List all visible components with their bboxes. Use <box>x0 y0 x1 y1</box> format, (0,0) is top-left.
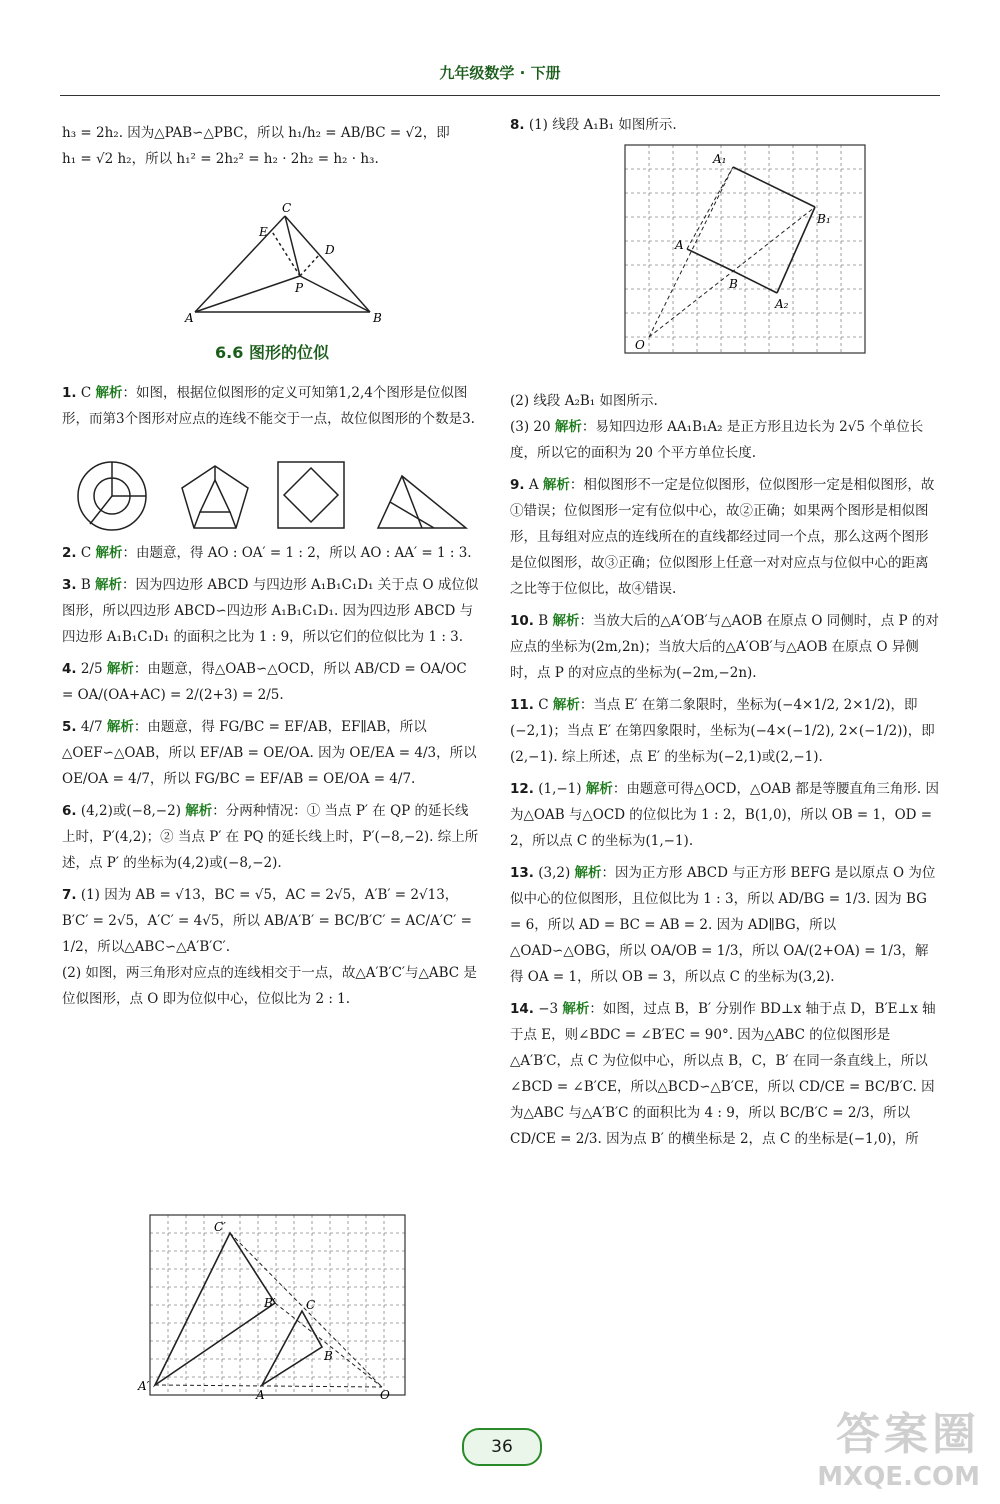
item-text: ：因为正方形 ABCD 与正方形 BEFG 是以原点 O 为位似中心的位似图形，且位似比为 1 : 3，所以 AD/BG = 1/3. 因为 BG = 6，所以 AD = BC = AB = 2. 因为 AD∥BG，所以△OAD∽△OBG，所以 OA/OB = 1/3，所以 OA/(2+OA) = 1/3，解得 OA = 1，所以 OB = 3，所以点 C 的坐标为(3,2). <box>510 865 936 985</box>
analysis-label: 解析 <box>106 719 134 735</box>
item-text: (1) 因为 AB = √13，BC = √5，AC = 2√5，A′B′ = 2√13，B′C′ = 2√5，A′C′ = 4√5，所以 AB/A′B′ = BC/B′C′ = AC/A′C′ = 1/2，所以△ABC∽△A′B′C′. <box>62 887 472 955</box>
item-number: 8. <box>510 117 525 133</box>
item-text: ：由题意可得△OCD，△OAB 都是等腰直角三角形. 因为△OAB 与△OCD 的位似比为 1 : 2，B(1,0)，所以 OB = 1，OD = 2，所以点 C 的坐标为(1,−1). <box>510 781 939 849</box>
analysis-label: 解析 <box>585 781 613 797</box>
item-6 <box>62 798 482 876</box>
fig1-label-a: A <box>185 311 194 325</box>
item-text: ：如图，根据位似图形的定义可知第1,2,4个图形是位似图形，而第3个图形对应点的连线不能交于一点，故位似图形的个数是3. <box>62 385 475 427</box>
item-number: 4. <box>62 661 77 677</box>
analysis-label: 解析 <box>542 477 570 493</box>
item-number: 14. <box>510 1001 534 1017</box>
item-answer: C <box>80 385 92 401</box>
analysis-label: 解析 <box>95 545 123 561</box>
fig7-label-b-prime: B′ <box>264 1296 276 1310</box>
header-rule <box>60 95 940 96</box>
item-text: ：易知四边形 AA₁B₁A₂ 是正方形且边长为 2√5 个单位长度，所以它的面积为 20 个平方单位长度. <box>510 419 924 461</box>
page-number: 36 <box>462 1428 542 1466</box>
analysis-label: 解析 <box>552 613 580 629</box>
fig7-label-a: A <box>256 1388 265 1402</box>
fig7-label-c-prime: C′ <box>214 1220 226 1234</box>
item-number: 3. <box>62 577 77 593</box>
item-12 <box>510 776 940 854</box>
analysis-label: 解析 <box>562 1001 590 1017</box>
item-10 <box>510 608 940 686</box>
fig8-label-a1: A₁ <box>713 152 727 166</box>
left-items <box>62 380 482 432</box>
item-7-part-2 <box>62 960 482 1012</box>
fig1-label-b: B <box>373 311 382 325</box>
watermark-line-1: 答案圈 <box>836 1409 980 1460</box>
item-13 <box>510 860 940 990</box>
analysis-label: 解析 <box>574 865 602 881</box>
item-text: ：因为四边形 ABCD 与四边形 A₁B₁C₁D₁ 关于点 O 成位似图形，所以四边形 ABCD∽四边形 A₁B₁C₁D₁. 因为四边形 ABCD 与四边形 A₁B₁C₁D₁ 的面积之比为 1 : 9，所以它们的位似比为 1 : 3. <box>62 577 479 645</box>
item-number: 1. <box>62 385 77 401</box>
analysis-label: 解析 <box>554 419 582 435</box>
grid-figure-8 <box>625 145 870 355</box>
fig8-label-o: O <box>635 338 645 352</box>
left-items-2 <box>62 540 482 1012</box>
item-answer: 2/5 <box>80 661 103 677</box>
item-answer: 4/7 <box>80 719 103 735</box>
item-text: ：分两种情况：① 当点 P′ 在 QP 的延长线上时，P′(4,2)；② 当点 P′ 在 PQ 的延长线上时，P′(−8,−2). 综上所述，点 P′ 的坐标为(4,2)或(−8,−2). <box>62 803 479 871</box>
intro-line-1: h₃ = 2h₂. 因为△PAB∽△PBC，所以 h₁/h₂ = AB/BC = √2，即 <box>62 125 450 141</box>
item-8-part-3 <box>510 414 940 466</box>
item-text: ：当点 E′ 在第二象限时，坐标为(−4×1/2, 2×1/2)，即(−2,1)；当点 E′ 在第四象限时，坐标为(−4×(−1/2), 2×(−1/2))，即(2,−1). 综上所述，点 E′ 的坐标为(−2,1)或(2,−1). <box>510 697 935 765</box>
fig7-label-b: B <box>324 1349 333 1363</box>
similar-figures-row <box>70 458 480 538</box>
item-number: 9. <box>510 477 525 493</box>
fig8-label-a2: A₂ <box>775 297 789 311</box>
fig7-label-c: C <box>306 1298 316 1312</box>
item-3 <box>62 572 482 650</box>
item-text: ：由题意，得△OAB∽△OCD，所以 AB/CD = OA/OC = OA/(OA+AC) = 2/(2+3) = 2/5. <box>62 661 467 703</box>
fig1-label-e: E <box>259 225 268 239</box>
item-text: ：由题意，得 FG/BC = EF/AB，EF∥AB，所以△OEF∽△OAB，所以 EF/AB = OE/OA. 因为 OE/EA = 4/3，所以 OE/OA = 4/7，所以 FG/BC = EF/AB = OE/OA = 4/7. <box>62 719 477 787</box>
item-answer: (3,2) <box>538 865 571 881</box>
item-text: ：由题意，得 AO : OA′ = 1 : 2，所以 AO : AA′ = 1 : 3. <box>122 545 472 561</box>
fig7-label-o: O <box>380 1388 390 1402</box>
fig7-label-a-prime: A′ <box>138 1379 150 1393</box>
analysis-label: 解析 <box>552 697 580 713</box>
left-column <box>62 120 482 172</box>
item-answer: C <box>538 697 549 713</box>
item-number: 10. <box>510 613 534 629</box>
item-answer: B <box>538 613 549 629</box>
item-answer: A <box>528 477 539 493</box>
item-number: 12. <box>510 781 534 797</box>
fig1-label-c: C <box>282 201 292 215</box>
item-number: 11. <box>510 697 534 713</box>
fig8-label-b1: B₁ <box>817 212 831 226</box>
item-5 <box>62 714 482 792</box>
intro-line-2: h₁ = √2 h₂，所以 h₁² = 2h₂² = h₂ · 2h₂ = h₂ · h₃. <box>62 151 379 167</box>
item-14 <box>510 996 940 1152</box>
triangle-pab-figure <box>185 200 395 325</box>
item-answer: −3 <box>538 1001 559 1017</box>
analysis-label: 解析 <box>95 385 123 401</box>
item-answer: (1,−1) <box>538 781 582 797</box>
item-2 <box>62 540 482 566</box>
item-8-part-1 <box>510 112 940 138</box>
item-4 <box>62 656 482 708</box>
item-8-part-2 <box>510 388 940 414</box>
section-title: 6.6 图形的位似 <box>215 343 329 362</box>
fig1-label-d: D <box>325 243 335 257</box>
item-number: 2. <box>62 545 77 561</box>
item-text: ：如图，过点 B，B′ 分别作 BD⊥x 轴于点 D，B′E⊥x 轴于点 E，则∠BDC = ∠B′EC = 90°. 因为△ABC 的位似图形是△A′B′C，点 C 为位似中心，所以点 B，C，B′ 在同一条直线上，所以∠BCD = ∠B′CE，所以△BCD∽△B′CE，所以 CD/CE = BC/B′C. 因为△ABC 与△A′B′C 的面积比为 4 : 9，所以 BC/B′C = 2/3，所以 CD/CE = 2/3. 因为点 B′ 的横坐标是 2，点 C 的坐标是(−1,0)，所 <box>510 1001 936 1147</box>
analysis-label: 解析 <box>95 577 123 593</box>
right-column <box>510 112 940 138</box>
watermark <box>817 1398 980 1492</box>
item-number: 13. <box>510 865 534 881</box>
analysis-label: 解析 <box>106 661 134 677</box>
right-items <box>510 388 940 1152</box>
fig8-label-b: B <box>729 277 738 291</box>
watermark-line-2: MXQE.COM <box>817 1462 980 1492</box>
fig1-label-p: P <box>295 281 304 295</box>
analysis-label: 解析 <box>185 803 213 819</box>
fig8-label-a: A <box>675 238 684 252</box>
item-text: (2) 如图，两三角形对应点的连线相交于一点，故△A′B′C′与△ABC 是位似图形，点 O 即为位似中心，位似比为 2 : 1. <box>62 965 477 1007</box>
grid-figure-7 <box>138 1215 410 1402</box>
item-7-part-1 <box>62 882 482 960</box>
page-header: 九年级数学 · 下册 <box>439 64 561 82</box>
item-answer: (4,2)或(−8,−2) <box>80 803 181 819</box>
item-answer: C <box>80 545 92 561</box>
item-text: ：相似图形不一定是位似图形，位似图形一定是相似图形，故①错误；位似图形一定有位似中心，故②正确；如果两个图形是相似图形，且每组对应点的连线所在的直线都经过同一个点，那么这两个图形是位似图形，故③正确；位似图形上任意一对对应点与位似中心的距离之比等于位似比，故④错误. <box>510 477 935 597</box>
item-1 <box>62 380 482 432</box>
item-number: 6. <box>62 803 77 819</box>
item-number: 7. <box>62 887 77 903</box>
item-text: ：当放大后的△A′OB′与△AOB 在原点 O 同侧时，点 P 的对应点的坐标为(2m,2n)；当放大后的△A′OB′与△AOB 在原点 O 异侧时，点 P 的对应点的坐标为(−2m,−2n). <box>510 613 939 681</box>
item-number: 5. <box>62 719 77 735</box>
item-11 <box>510 692 940 770</box>
item-answer: B <box>80 577 91 593</box>
item-answer: (3) 20 <box>510 419 551 435</box>
item-text: (2) 线段 A₂B₁ 如图所示. <box>510 393 658 409</box>
item-9 <box>510 472 940 602</box>
item-text: (1) 线段 A₁B₁ 如图所示. <box>528 117 677 133</box>
